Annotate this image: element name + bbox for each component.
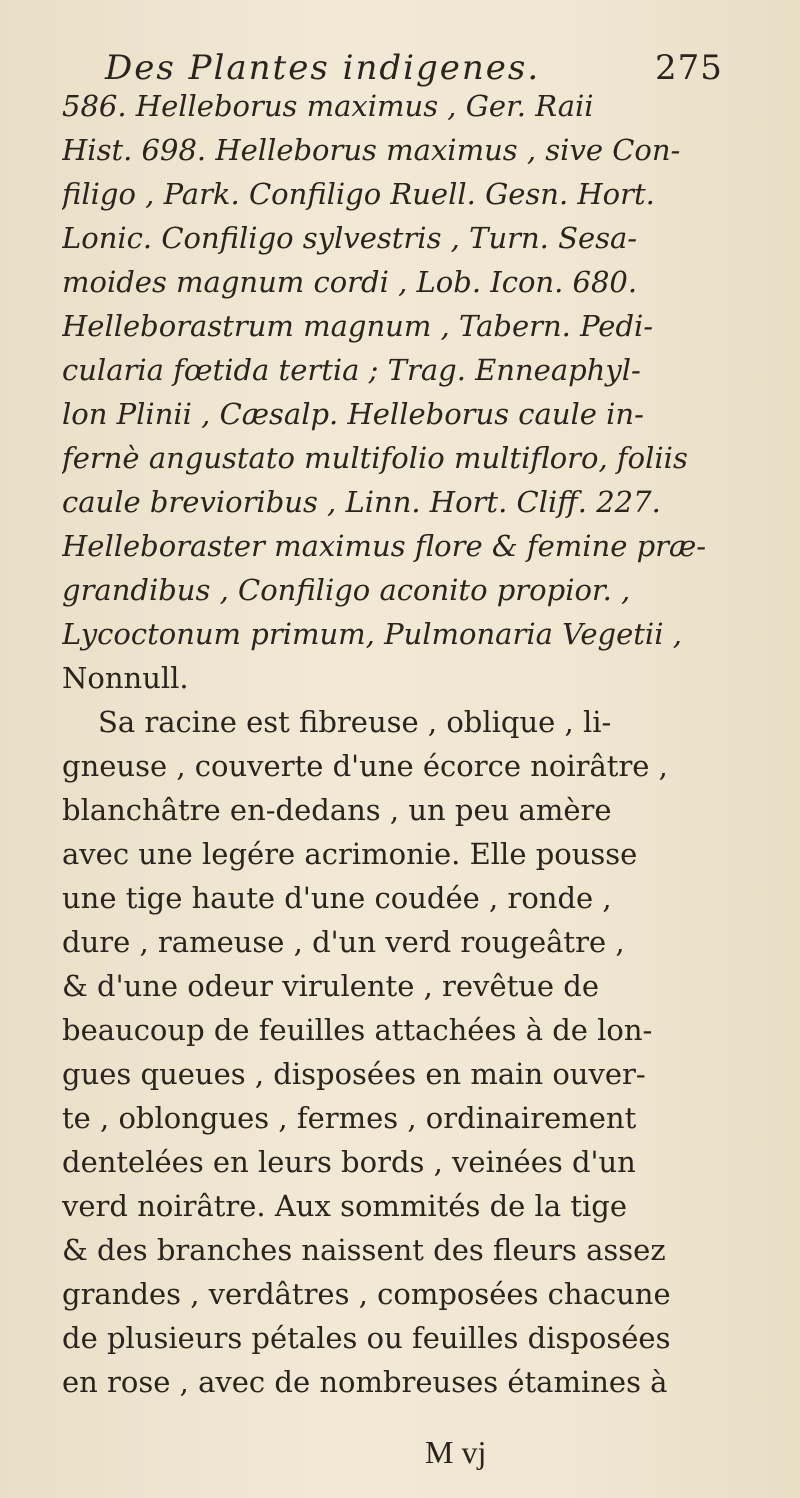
running-header [105,48,795,88]
text-line: Helleboraster maximus flore & femine præ- [62,529,707,563]
text-line: gues queues , disposées en main ouver- [62,1057,646,1091]
text-line: Lycoctonum primum, Pulmonaria Vegetii , [62,617,682,651]
text-line: gneuse , couverte d'une écorce noirâtre , [62,749,668,783]
text-line: verd noirâtre. Aux sommités de la tige [62,1189,627,1223]
page-number: 275 [655,48,723,88]
text-line: beaucoup de feuilles attachées à de lon- [62,1013,653,1047]
text-line: Helleborastrum magnum , Tabern. Pedi- [62,309,654,343]
text-line: cularia fœtida tertia ; Trag. Enneaphyl- [62,353,641,387]
text-line: Sa racine est fibreuse , oblique , li- [98,705,612,739]
text-line: avec une legére acrimonie. Elle pousse [62,837,638,871]
text-line: grandes , verdâtres , composées chacune [62,1277,671,1311]
text-line: moides magnum cordi , Lob. Icon. 680. [62,265,638,299]
text-line: & des branches naissent des fleurs assez [62,1233,666,1267]
text-line: Hist. 698. Helleborus maximus , sive Con- [62,133,681,167]
text-line: blanchâtre en-dedans , un peu amère [62,793,612,827]
synonymy-paragraph [62,84,787,700]
text-line: 586. Helleborus maximus , Ger. Raii [62,89,594,123]
text-line: fernè angustato multifolio multifloro, foliis [62,441,688,475]
text-line: Nonnull. [62,661,189,695]
text-line: de plusieurs pétales ou feuilles disposées [62,1321,671,1355]
text-line: en rose , avec de nombreuses étamines à [62,1365,668,1399]
description-paragraph [62,700,787,1404]
signature-mark: M vj [425,1434,487,1470]
text-line: lon Plinii , Cæsalp. Helleborus caule in- [62,397,644,431]
text-line: grandibus , Confiligo aconito propior. , [62,573,631,607]
text-line: Lonic. Confiligo sylvestris , Turn. Sesa- [62,221,638,255]
text-line: & d'une odeur virulente , revêtue de [62,969,600,1003]
text-line: caule brevioribus , Linn. Hort. Cliff. 227. [62,485,661,519]
text-line: te , oblongues , fermes , ordinairement [62,1101,637,1135]
running-title: Des Plantes indigenes. [105,48,541,88]
text-line: dentelées en leurs bords , veinées d'un [62,1145,636,1179]
text-line: dure , rameuse , d'un verd rougeâtre , [62,925,625,959]
text-line: une tige haute d'une coudée , ronde , [62,881,612,915]
text-line: filigo , Park. Confiligo Ruell. Gesn. Hort. [62,177,655,211]
